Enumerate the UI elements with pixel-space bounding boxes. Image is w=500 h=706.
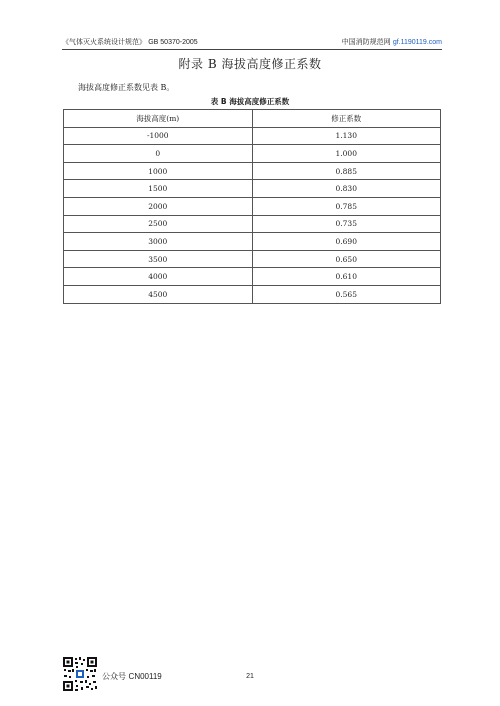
table-row <box>64 215 441 233</box>
account-label: 公众号 <box>102 672 126 681</box>
altitude-cell: -1000 <box>64 127 253 145</box>
altitude-cell: 3000 <box>64 233 253 251</box>
doc-title: 《气体灭火系统设计规范》 <box>62 38 146 46</box>
table-row <box>64 162 441 180</box>
factor-cell: 0.650 <box>252 250 441 268</box>
altitude-cell: 4500 <box>64 285 253 303</box>
table-caption: 表 B 海拔高度修正系数 <box>210 97 290 106</box>
header-site <box>342 37 442 48</box>
table-row <box>64 250 441 268</box>
altitude-cell: 2500 <box>64 215 253 233</box>
table-row <box>64 197 441 215</box>
page-header <box>62 37 442 50</box>
site-url-link[interactable]: gf.1190119.com <box>392 39 442 46</box>
factor-cell: 0.565 <box>252 285 441 303</box>
altitude-cell: 3500 <box>64 250 253 268</box>
table-header-row <box>64 110 441 128</box>
table-row <box>64 145 441 163</box>
table-row <box>64 180 441 198</box>
intro-text: 海拔高度修正系数见表 B。 <box>78 83 175 92</box>
table-row <box>64 127 441 145</box>
altitude-correction-table <box>63 109 441 304</box>
altitude-cell: 0 <box>64 145 253 163</box>
column-header-altitude: 海拔高度(m) <box>64 110 253 128</box>
table-row <box>64 268 441 286</box>
account-id: CN00119 <box>128 672 162 681</box>
altitude-cell: 2000 <box>64 197 253 215</box>
altitude-cell: 1000 <box>64 162 253 180</box>
factor-cell: 1.130 <box>252 127 441 145</box>
site-name: 中国消防规范网 <box>341 38 391 46</box>
table-row <box>64 285 441 303</box>
column-header-factor: 修正系数 <box>252 110 441 128</box>
altitude-cell: 4000 <box>64 268 253 286</box>
factor-cell: 0.830 <box>252 180 441 198</box>
factor-cell: 0.690 <box>252 233 441 251</box>
table-row <box>64 233 441 251</box>
doc-code: GB 50370-2005 <box>148 39 198 46</box>
page-number: 21 <box>246 673 254 680</box>
factor-cell: 0.610 <box>252 268 441 286</box>
altitude-cell: 1500 <box>64 180 253 198</box>
header-document-title <box>62 37 198 48</box>
factor-cell: 1.000 <box>252 145 441 163</box>
factor-cell: 0.785 <box>252 197 441 215</box>
appendix-title: 附录 B 海拔高度修正系数 <box>178 57 322 71</box>
factor-cell: 0.885 <box>252 162 441 180</box>
factor-cell: 0.735 <box>252 215 441 233</box>
